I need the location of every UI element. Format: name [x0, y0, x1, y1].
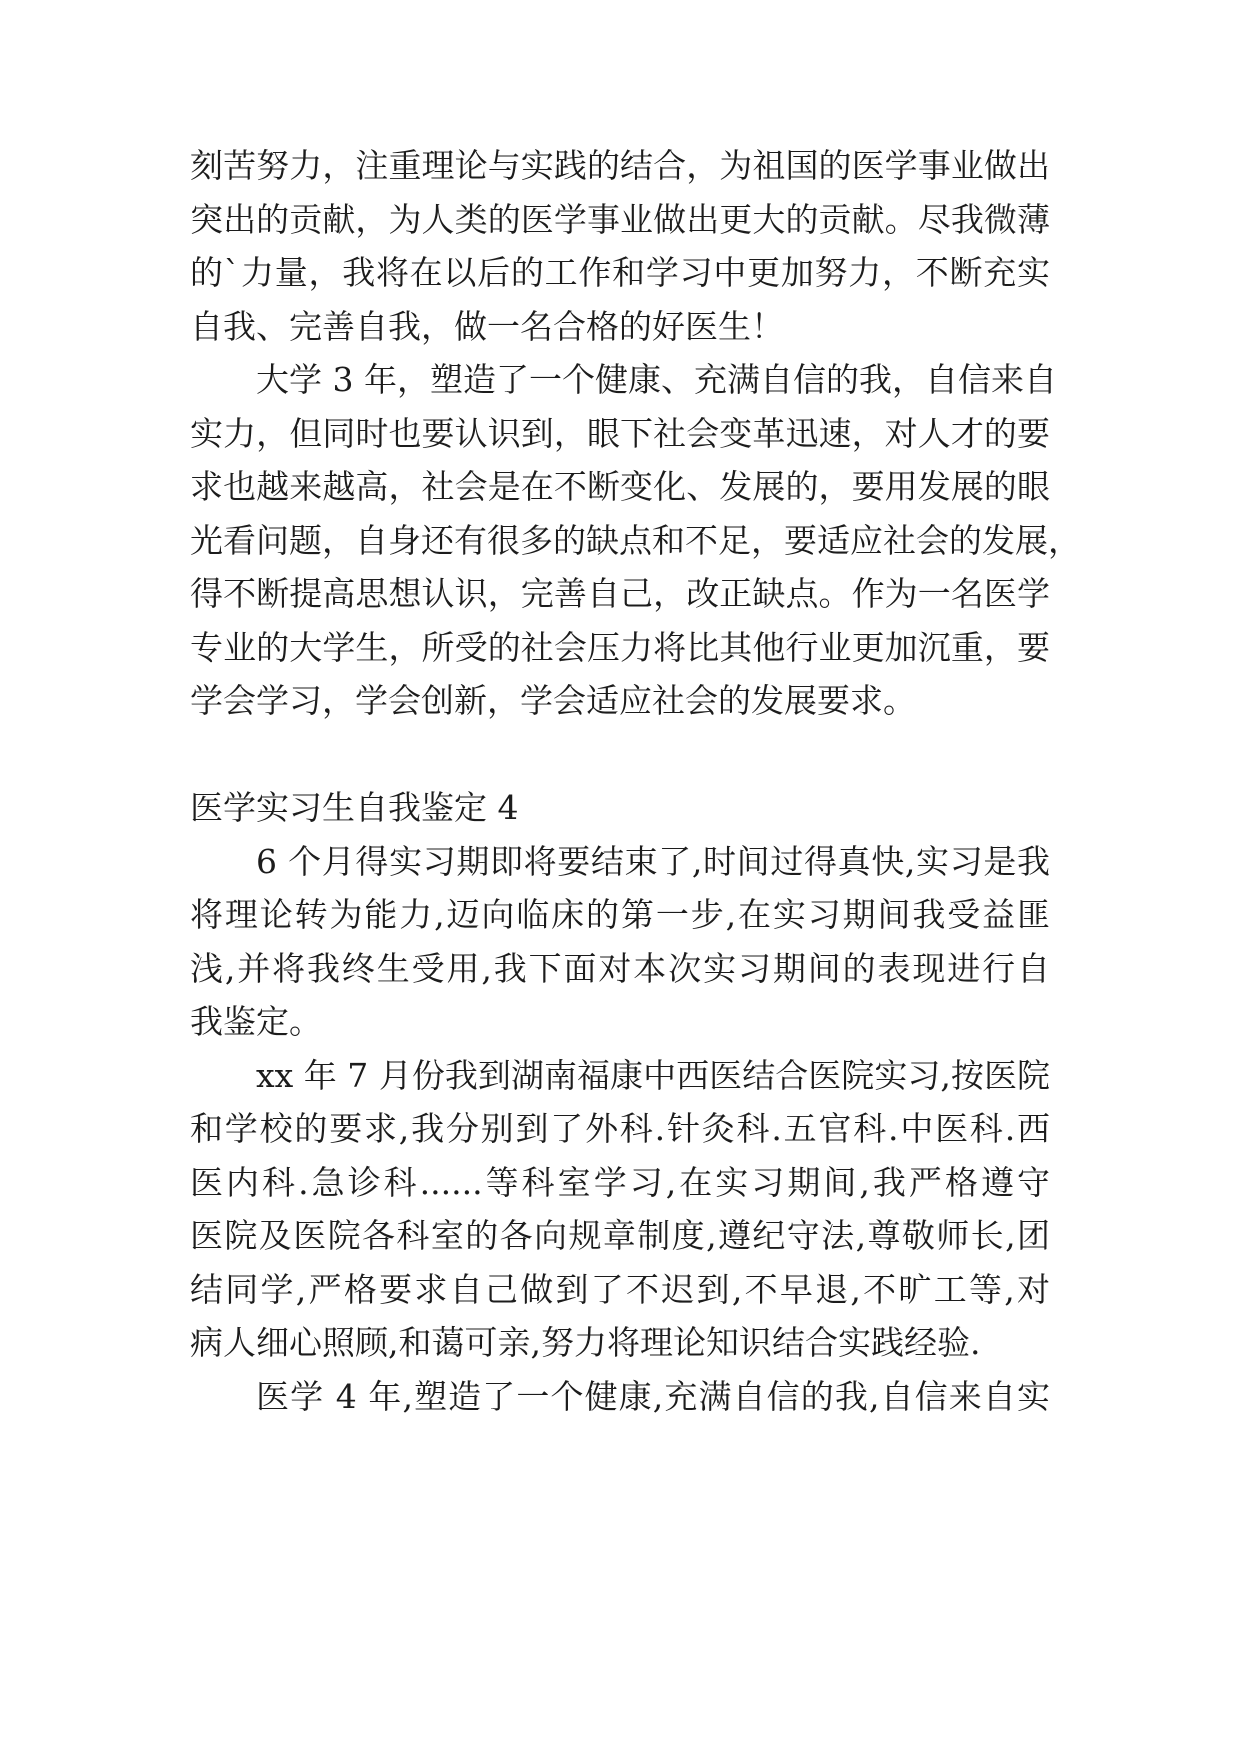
text-line: 自我、完善自我，做一名合格的好医生！ — [190, 307, 784, 346]
text-line: 我鉴定。 — [190, 1002, 322, 1041]
text-line: 浅,并将我终生受用,我下面对本次实习期间的表现进行自 — [190, 949, 1050, 988]
text-line: 病人细心照顾,和蔼可亲,努力将理论知识结合实践经验. — [190, 1323, 981, 1362]
text-line: 医学 4 年,塑造了一个健康,充满自信的我,自信来自实 — [256, 1377, 1050, 1416]
text-line: 将理论转为能力,迈向临床的第一步,在实习期间我受益匪 — [190, 895, 1050, 934]
text-line: 医内科.急诊科......等科室学习,在实习期间,我严格遵守 — [190, 1163, 1050, 1202]
text-line: 实力，但同时也要认识到，眼下社会变革迅速，对人才的要 — [190, 414, 1050, 453]
text-line: 得不断提高思想认识，完善自己，改正缺点。作为一名医学 — [190, 574, 1050, 613]
section-heading: 医学实习生自我鉴定 4 — [190, 788, 519, 827]
text-line: 求也越来越高，社会是在不断变化、发展的，要用发展的眼 — [190, 467, 1050, 506]
text-line: 学会学习，学会创新，学会适应社会的发展要求。 — [190, 681, 916, 720]
text-line: xx 年 7 月份我到湖南福康中西医结合医院实习,按医院 — [256, 1056, 1050, 1095]
text-line: 大学 3 年，塑造了一个健康、充满自信的我，自信来自 — [256, 360, 1057, 399]
text-line: 结同学,严格要求自己做到了不迟到,不早退,不旷工等,对 — [190, 1270, 1050, 1309]
text-line: 突出的贡献，为人类的医学事业做出更大的贡献。尽我微薄 — [190, 200, 1050, 239]
text-line: 6 个月得实习期即将要结束了,时间过得真快,实习是我 — [256, 842, 1050, 881]
text-line: 专业的大学生，所受的社会压力将比其他行业更加沉重，要 — [190, 628, 1050, 667]
text-line: 医院及医院各科室的各向规章制度,遵纪守法,尊敬师长,团 — [190, 1216, 1050, 1255]
text-line: 的`力量，我将在以后的工作和学习中更加努力，不断充实 — [190, 253, 1050, 292]
text-line: 刻苦努力，注重理论与实践的结合，为祖国的医学事业做出 — [190, 146, 1050, 185]
text-line: 光看问题，自身还有很多的缺点和不足，要适应社会的发展， — [190, 521, 1081, 560]
text-line: 和学校的要求,我分别到了外科.针灸科.五官科.中医科.西 — [190, 1109, 1050, 1148]
